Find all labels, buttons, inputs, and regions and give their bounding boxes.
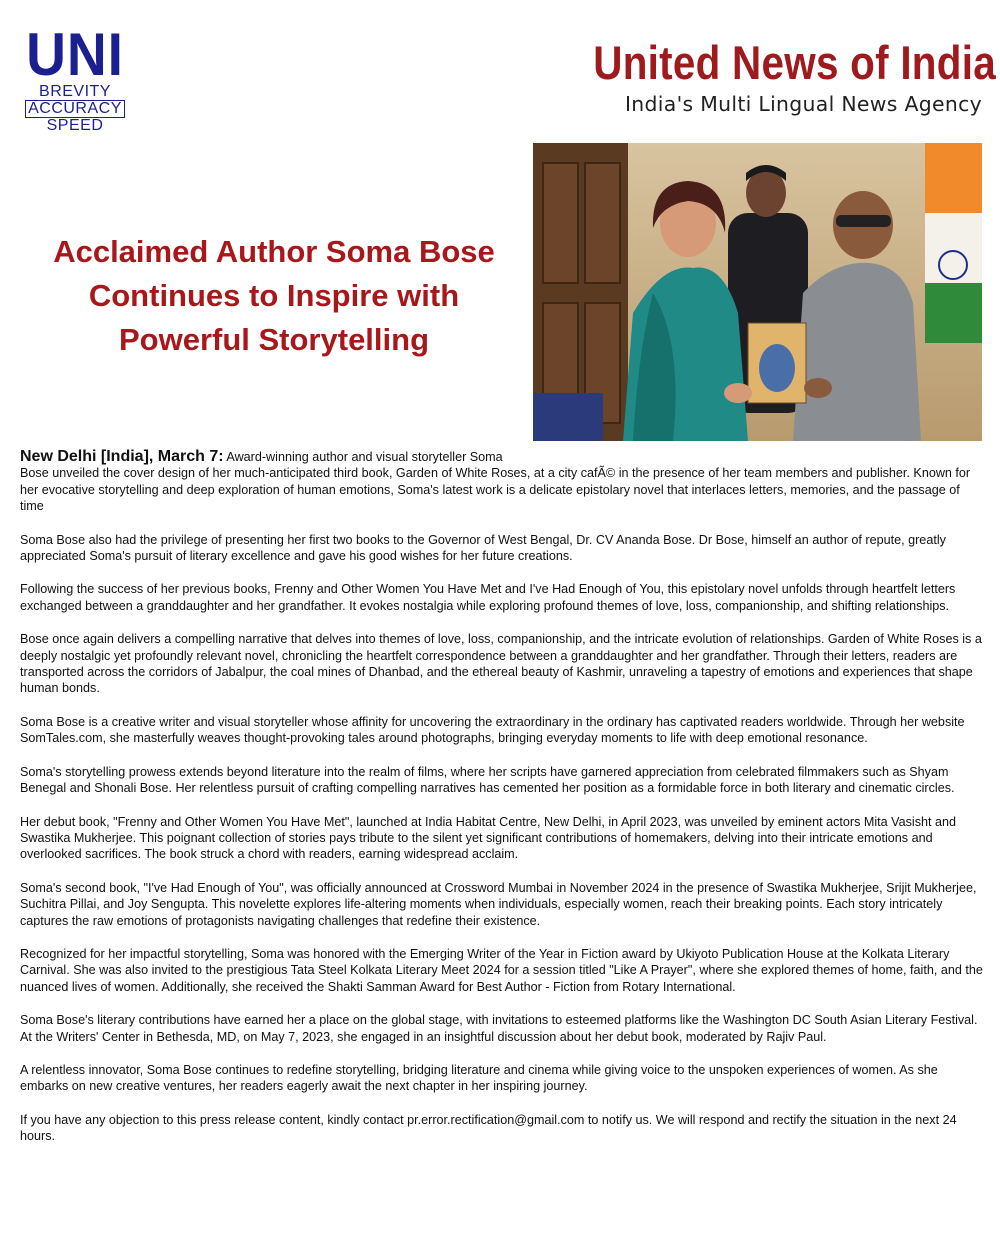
paragraph: Following the success of her previous books, Frenny and Other Women You Have Met and I've Had Enough of You, this epistolary novel unfolds through heartfelt letters exchanged between a granddaughter and her grandfather. It evokes nostalgia while exploring profound themes of love, loss, companionship, and shifting relationships. — [20, 582, 956, 613]
dateline: New Delhi [India], March 7: — [20, 448, 224, 465]
paragraph: Bose once again delivers a compelling narrative that delves into themes of love, loss, companionship, and the intricate evolution of relationships. Garden of White Roses is a deeply nostalgic yet profoundly relevant novel, chronicling the heartfelt correspondence between a granddaughter and her grandfather. Through their letters, readers are transported across the corridors of Jabalpur, the coal mines of Dhanbad, and the ethereal beauty of Kashmir, unraveling a tapestry of emotions and experiences that shape human bonds. — [20, 632, 982, 696]
logo-tag-speed: SPEED — [46, 117, 104, 134]
contact-paragraph: If you have any objection to this press release content, kindly contact pr.error.rectification@gmail.com to notify us. We will respond and rectify the situation in the next 24 hours. — [20, 1112, 957, 1144]
paragraph: Recognized for her impactful storytelling, Soma was honored with the Emerging Writer of the Year in Fiction award by Ukiyoto Publication House at the Kolkata Literary Carnival. She was also invited to the prestigious Tata Steel Kolkata Literary Meet 2024 for a session titled "Like A Prayer", where she explored themes of home, faith, and the nuanced lives of women. Additionally, she received the Shakti Samman Award for Best Author - Fiction from Rotary International. — [20, 946, 983, 994]
paragraph: Soma Bose is a creative writer and visual storyteller whose affinity for uncovering the extraordinary in the ordinary has captivated readers worldwide. Through her website SomTales.com, she masterfully weaves thought-provoking tales around photographs, bringing everyday moments to life with deep emotional resonance. — [20, 714, 965, 746]
lead-text-2: Bose unveiled the cover design of her much-anticipated third book, Garden of White Roses, at a city cafÃ© in the presence of her team members and publisher. Known for her evocative storytelling and deep exploration of human emotions, Soma's latest work is a delicate epistolary novel that interlaces letters, memories, and the passage of time — [20, 466, 971, 514]
paragraph: Soma's second book, "I've Had Enough of You", was officially announced at Crossword Mumbai in November 2024 in the presence of Swastika Mukherjee, Srijit Mukherjee, Suchitra Pillai, and Joy Sengupta. This novelette explores life-altering moments when individuals, especially women, reach their breaking points. Each story intricately captures the raw emotions of protagonists navigating challenges that redefine their existence. — [20, 880, 977, 928]
paragraph: Soma's storytelling prowess extends beyond literature into the realm of films, where her scripts have garnered appreciation from celebrated filmmakers such as Shyam Benegal and Shonali Bose. Her relentless pursuit of crafting compelling narratives has cemented her position as a formidable force in both literary and cinematic circles. — [20, 764, 955, 796]
lead-paragraph — [20, 449, 986, 515]
article-body — [20, 449, 986, 1162]
logo-tag-accuracy: ACCURACY — [25, 100, 125, 118]
book-launch-photo — [533, 143, 982, 441]
paragraph: Soma Bose's literary contributions have earned her a place on the global stage, with invitations to esteemed platforms like the Washington DC South Asian Literary Festival. At the Writers' Center in Bethesda, MD, on May 7, 2023, she engaged in an insightful discussion about her debut book, moderated by Rajiv Paul. — [20, 1013, 978, 1044]
masthead — [530, 36, 996, 118]
masthead-tagline: India's Multi Lingual News Agency — [624, 92, 982, 116]
uni-logo — [18, 21, 132, 134]
paragraph: Her debut book, "Frenny and Other Women You Have Met", launched at India Habitat Centre, New Delhi, in April 2023, was unveiled by eminent actors Mita Vasisht and Swastika Mukherjee. This poignant collection of stories pays tribute to the silent yet significant contributions of homemakers, delving into their intricate emotions and overlooked sacrifices. The book struck a chord with readers, earning widespread acclaim. — [20, 814, 957, 862]
article-headline: Acclaimed Author Soma Bose Continues to Inspire with Powerful Storytelling — [53, 234, 495, 357]
lead-text-1: Award-winning author and visual storyteller Soma — [223, 450, 503, 464]
uni-logo-wordmark: UNI — [26, 21, 124, 88]
paragraph: Soma Bose also had the privilege of presenting her first two books to the Governor of West Bengal, Dr. CV Ananda Bose. Dr Bose, himself an author of repute, greatly appreciated Soma's pursuit of literary excellence and gave his good wishes for her future creations. — [20, 532, 946, 564]
paragraph: A relentless innovator, Soma Bose continues to redefine storytelling, bridging literature and cinema while giving voice to the unspoken experiences of women. As she embarks on new creative ventures, her readers eagerly await the next chapter in her inspiring journey. — [20, 1062, 938, 1094]
masthead-title: United News of India — [593, 36, 996, 89]
logo-tag-brevity: BREVITY — [39, 83, 111, 100]
